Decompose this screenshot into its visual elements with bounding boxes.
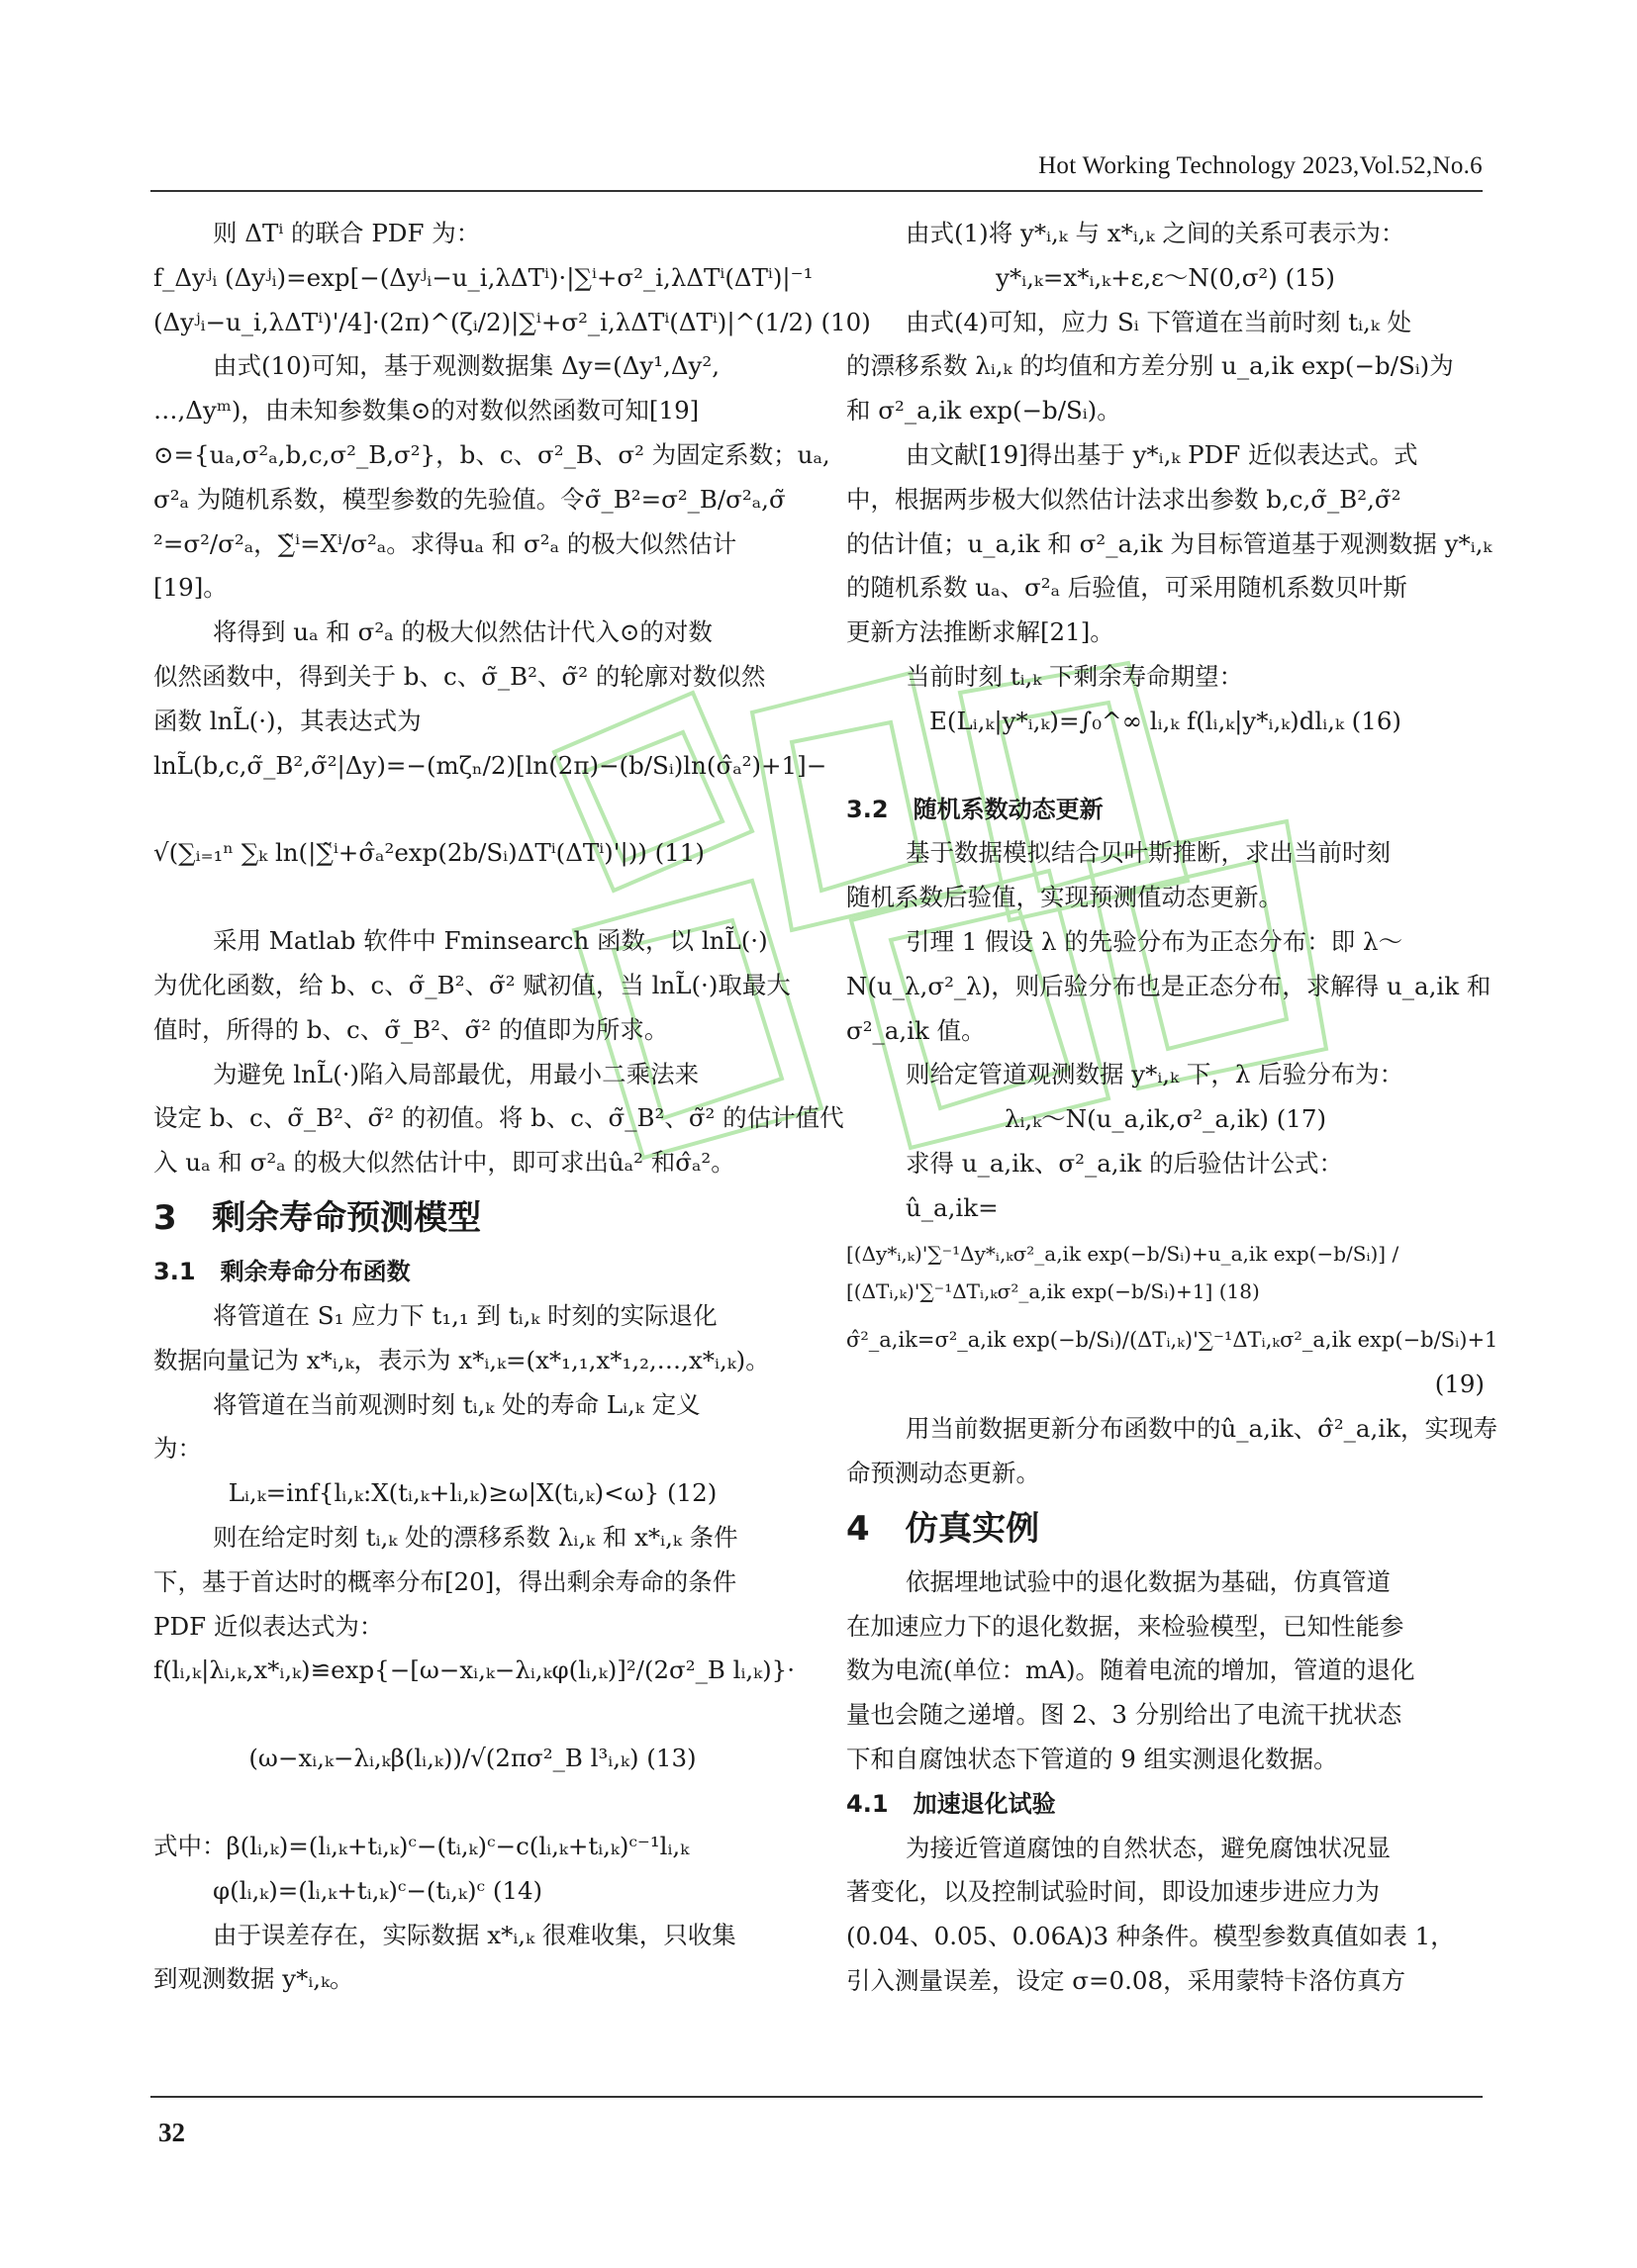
text-line: 由式(10)可知，基于观测数据集 Δy=(Δy¹,Δy², (213, 351, 720, 381)
equation-13-line-2: (ω−xᵢ,ₖ−λᵢ,ₖβ(lᵢ,ₖ))/√(2πσ²_B l³ᵢ,ₖ) (13) (248, 1744, 697, 1773)
text-line: 将管道在当前观测时刻 tᵢ,ₖ 处的寿命 Lᵢ,ₖ 定义 (213, 1389, 701, 1419)
text-line: σ²ₐ 为随机系数，模型参数的先验值。令σ̃_B²=σ²_B/σ²ₐ,σ̃ (153, 484, 786, 514)
text-line: 入 uₐ 和 σ²ₐ 的极大似然估计中，即可求出ûₐ² 和σ̂ₐ²。 (153, 1148, 735, 1178)
section-title: 剩余寿命预测模型 (212, 1198, 482, 1239)
text-line: 求得 u_a,ik、σ²_a,ik 的后验估计公式： (906, 1148, 1344, 1178)
equation-14-line-2: φ(lᵢ,ₖ)=(lᵢ,ₖ+tᵢ,ₖ)ᶜ−(tᵢ,ₖ)ᶜ (14) (213, 1875, 543, 1905)
equation-16: E(Lᵢ,ₖ|y*ᵢ,ₖ)=∫₀^∞ lᵢ,ₖ f(lᵢ,ₖ|y*ᵢ,ₖ)dlᵢ,ₖ (16) (929, 706, 1401, 735)
text-line: 和 σ²_a,ik exp(−b/Sᵢ)。 (846, 396, 1121, 425)
equation-18-lhs: û_a,ik= (906, 1192, 999, 1222)
text-line: ²=σ²/σ²ₐ，∑̃ⁱ=Xⁱ/σ²ₐ。求得uₐ 和 σ²ₐ 的极大似然估计 (153, 528, 737, 558)
section-title: 仿真实例 (905, 1508, 1040, 1549)
section-number: 4 (846, 1508, 870, 1549)
text-line: 命预测动态更新。 (846, 1458, 1040, 1487)
equation-18: [(Δy*ᵢ,ₖ)'∑⁻¹Δy*ᵢ,ₖσ²_a,ik exp(−b/Sᵢ)+u_a,ik exp(−b/Sᵢ)] / [(ΔTᵢ,ₖ)'∑⁻¹ΔTᵢ,ₖσ²_a,ik exp(−b/Sᵢ)+1] (18) (846, 1241, 1399, 1303)
text-line: 值时，所得的 b、c、σ̃_B²、σ̃² 的值即为所求。 (153, 1014, 669, 1044)
text-line: (0.04、0.05、0.06A)3 种条件。模型参数真值如表 1， (846, 1922, 1455, 1951)
subsection-number: 3.1 (153, 1258, 196, 1286)
right-column (846, 216, 1498, 2008)
text-line: σ²_a,ik 值。 (846, 1015, 986, 1045)
text-line: 著变化，以及控制试验时间，即设加速步进应力为 (846, 1877, 1380, 1907)
text-line: 依据埋地试验中的退化数据为基础，仿真管道 (906, 1566, 1391, 1596)
footer-rule (150, 2096, 1483, 2098)
text-line: 将得到 uₐ 和 σ²ₐ 的极大似然估计代入⊙的对数 (213, 617, 713, 647)
subsection-title: 剩余寿命分布函数 (220, 1258, 411, 1286)
subsection-title: 随机系数动态更新 (913, 795, 1104, 823)
equation-17: λᵢ,ₖ～N(u_a,ik,σ²_a,ik) (17) (1004, 1104, 1327, 1134)
text-line: 由于误差存在，实际数据 x*ᵢ,ₖ 很难收集，只收集 (213, 1920, 736, 1949)
running-header (150, 146, 1483, 192)
text-line: 设定 b、c、σ̃_B²、σ̃² 的初值。将 b、c、σ̃_B²、σ̃² 的估计值代 (153, 1103, 844, 1133)
text-line: …,Δyᵐ)，由未知参数集⊙的对数似然函数可知[19] (153, 396, 700, 425)
equation-11-line-1: lnL̃(b,c,σ̃_B²,σ̃²|Δy)=−(mζₙ/2)[ln(2π)−(b/Sᵢ)ln(σ̂ₐ²)+1]− (153, 750, 827, 780)
subsection-number: 3.2 (846, 795, 889, 823)
section-heading-3 (153, 1194, 792, 1242)
text-line: N(u_λ,σ²_λ)，则后验分布也是正态分布，求解得 u_a,ik 和 (846, 971, 1492, 1000)
text-line: 数据向量记为 x*ᵢ,ₖ，表示为 x*ᵢ,ₖ=(x*₁,₁,x*₁,₂,…,x*ᵢ,ₖ)。 (153, 1345, 770, 1374)
section-number: 3 (153, 1198, 177, 1239)
equation-12: Lᵢ,ₖ=inf{lᵢ,ₖ:X(tᵢ,ₖ+lᵢ,ₖ)≥ω|X(tᵢ,ₖ)<ω} (12) (228, 1478, 718, 1508)
text-line: 下，基于首达时的概率分布[20]，得出剩余寿命的条件 (153, 1566, 737, 1596)
subsection-number: 4.1 (846, 1789, 889, 1818)
text-line: 似然函数中，得到关于 b、c、σ̃_B²、σ̃² 的轮廓对数似然 (153, 661, 766, 691)
equation-19: σ̂²_a,ik=σ²_a,ik exp(−b/Sᵢ)/(ΔTᵢ,ₖ)'∑⁻¹ΔTᵢ,ₖσ²_a,ik exp(−b/Sᵢ)+1 (846, 1328, 1498, 1353)
citation: [19]。 (153, 573, 228, 603)
equation-11-line-2: √(∑ᵢ₌₁ⁿ ∑ₖ ln(|∑̃ⁱ+σ̂ₐ²exp(2b/Sᵢ)ΔTⁱ(ΔTⁱ)'|)) (11) (153, 838, 705, 868)
text-line: 的随机系数 uₐ、σ²ₐ 后验值，可采用随机系数贝叶斯 (846, 573, 1407, 603)
text-line: 则给定管道观测数据 y*ᵢ,ₖ 下，λ 后验分布为： (906, 1060, 1404, 1089)
text-line: 更新方法推断求解[21]。 (846, 617, 1114, 647)
text-line: 数为电流(单位：mA)。随着电流的增加，管道的退化 (846, 1655, 1415, 1685)
text-line: 为避免 lnL̃(·)陷入局部最优，用最小二乘法来 (213, 1059, 700, 1088)
text-line: 到观测数据 y*ᵢ,ₖ。 (153, 1964, 354, 1994)
text-line: 由式(4)可知，应力 Sᵢ 下管道在当前时刻 tᵢ,ₖ 处 (906, 307, 1412, 336)
text-line: 当前时刻 tᵢ,ₖ 下剩余寿命期望： (906, 661, 1244, 691)
equation-14-line-1: 式中：β(lᵢ,ₖ)=(lᵢ,ₖ+tᵢ,ₖ)ᶜ−(tᵢ,ₖ)ᶜ−c(lᵢ,ₖ+tᵢ,ₖ)ᶜ⁻¹lᵢ,ₖ (153, 1831, 690, 1860)
text-line: 引理 1 假设 λ 的先验分布为正态分布：即 λ～ (906, 926, 1403, 956)
text-line: 函数 lnL̃(·)，其表达式为 (153, 706, 422, 735)
text-line: 由文献[19]得出基于 y*ᵢ,ₖ PDF 近似表达式。式 (906, 439, 1418, 469)
text-line: 为优化函数，给 b、c、σ̃_B²、σ̃² 赋初值，当 lnL̃(·)取最大 (153, 970, 791, 999)
text-line: 引入测量误差，设定 σ=0.08，采用蒙特卡洛仿真方 (846, 1965, 1406, 1995)
equation-15: y*ᵢ,ₖ=x*ᵢ,ₖ+ε,ε～N(0,σ²) (15) (996, 262, 1335, 292)
text-line: 将管道在 S₁ 应力下 t₁,₁ 到 tᵢ,ₖ 时刻的实际退化 (213, 1300, 718, 1330)
journal-title: Hot Working Technology 2023,Vol.52,No.6 (1038, 152, 1483, 179)
text-line: 的估计值；u_a,ik 和 σ²_a,ik 为目标管道基于观测数据 y*ᵢ,ₖ (846, 528, 1493, 558)
equation-19-number: (19) (1434, 1370, 1485, 1399)
text-line: 为接近管道腐蚀的自然状态，避免腐蚀状况显 (906, 1833, 1391, 1862)
text-line: 量也会随之递增。图 2、3 分别给出了电流干扰状态 (846, 1700, 1402, 1730)
text-line: 则 ΔTⁱ 的联合 PDF 为： (213, 219, 481, 247)
text-line: 为： (153, 1434, 202, 1464)
subsection-heading-3-2 (846, 792, 1485, 827)
text-line: 由式(1)将 y*ᵢ,ₖ 与 x*ᵢ,ₖ 之间的关系可表示为： (906, 219, 1405, 247)
subsection-heading-3-1 (153, 1254, 792, 1289)
text-line: 则在给定时刻 tᵢ,ₖ 处的漂移系数 λᵢ,ₖ 和 x*ᵢ,ₖ 条件 (213, 1522, 738, 1552)
text-line: 下和自腐蚀状态下管道的 9 组实测退化数据。 (846, 1744, 1338, 1773)
section-heading-4 (846, 1505, 1485, 1553)
text-line: PDF 近似表达式为： (153, 1611, 384, 1641)
equation-13-line-1: f(lᵢ,ₖ|λᵢ,ₖ,x*ᵢ,ₖ)≌exp{−[ω−xᵢ,ₖ−λᵢ,ₖφ(lᵢ,ₖ)]²/(2σ²_B lᵢ,ₖ)}· (153, 1655, 796, 1685)
text-line: ⊙={uₐ,σ²ₐ,b,c,σ²_B,σ²}，b、c、σ²_B、σ² 为固定系数；uₐ, (153, 439, 830, 469)
page-number: 32 (158, 2118, 185, 2147)
text-line: 中，根据两步极大似然估计法求出参数 b,c,σ̃_B²,σ̃² (846, 484, 1401, 514)
text-line: 采用 Matlab 软件中 Fminsearch 函数，以 lnL̃(·) (213, 926, 768, 956)
equation-10-line-2: (Δyʲᵢ−u_i,λΔTⁱ)'/4]·(2π)^(ζᵢ/2)|∑ⁱ+σ²_i,λΔTⁱ(ΔTⁱ)|^(1/2) (10) (153, 307, 871, 336)
text-line: 的漂移系数 λᵢ,ₖ 的均值和方差分别 u_a,ik exp(−b/Sᵢ)为 (846, 351, 1454, 381)
subsection-heading-4-1 (846, 1786, 1485, 1822)
text-line: 基于数据模拟结合贝叶斯推断，求出当前时刻 (906, 838, 1391, 868)
text-line: 随机系数后验值，实现预测值动态更新。 (846, 883, 1283, 912)
subsection-title: 加速退化试验 (913, 1789, 1056, 1818)
text-line: 在加速应力下的退化数据，来检验模型，已知性能参 (846, 1611, 1404, 1641)
text-line: 用当前数据更新分布函数中的û_a,ik、σ̂²_a,ik，实现寿 (906, 1413, 1497, 1443)
equation-10-line-1: f_Δyʲᵢ (Δyʲᵢ)=exp[−(Δyʲᵢ−u_i,λΔTⁱ)·|∑ⁱ+σ²_i,λΔTⁱ(ΔTⁱ)|⁻¹ (153, 262, 814, 292)
